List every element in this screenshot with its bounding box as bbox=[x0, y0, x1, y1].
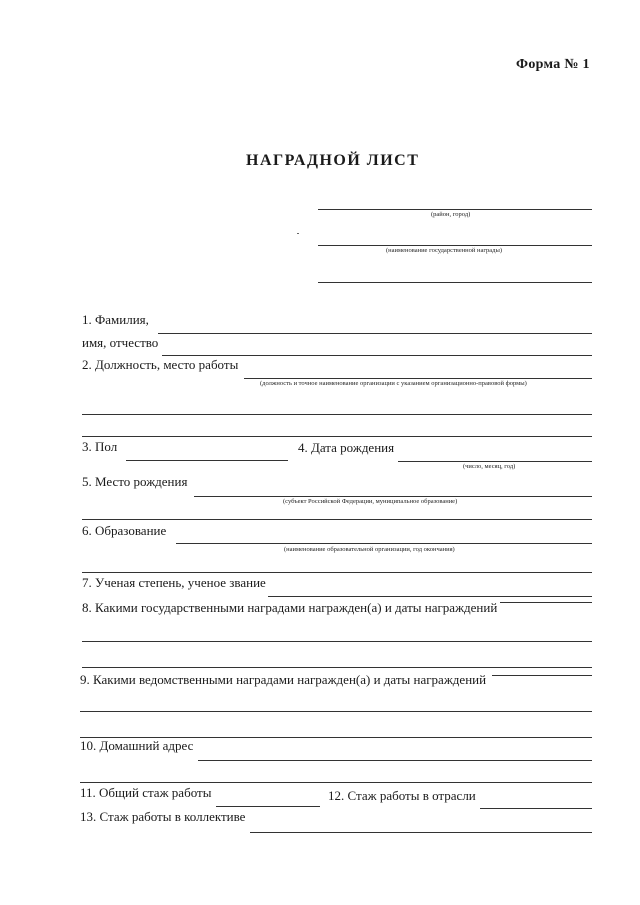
state-awards-line[interactable] bbox=[500, 602, 592, 603]
state-awards-line-2[interactable] bbox=[82, 641, 592, 642]
field-9-label: 9. Какими ведомственными наградами награжден(а) и даты награждений bbox=[80, 672, 487, 687]
total-experience-line[interactable] bbox=[216, 806, 320, 807]
field-7-label: 7. Ученая степень, ученое звание bbox=[82, 575, 266, 590]
birth-place-line[interactable] bbox=[194, 496, 592, 497]
document-title: НАГРАДНОЙ ЛИСТ bbox=[246, 152, 420, 169]
scan-speck bbox=[297, 233, 299, 234]
field-6-label: 6. Образование bbox=[82, 523, 167, 538]
position-caption: (должность и точное наименование организации с указанием организационно-правовой формы) bbox=[260, 380, 527, 387]
field-8-label: 8. Какими государственными наградами награжден(а) и даты награждений bbox=[82, 600, 498, 615]
team-experience-line[interactable] bbox=[250, 832, 592, 833]
birth-date-caption: (число, месяц, год) bbox=[463, 463, 516, 470]
field-11-label: 11. Общий стаж работы bbox=[80, 785, 212, 800]
education-line[interactable] bbox=[176, 543, 592, 544]
birth-place-line-2[interactable] bbox=[82, 519, 592, 520]
field-1-label: 1. Фамилия, bbox=[82, 312, 149, 327]
birth-date-line[interactable] bbox=[398, 461, 592, 462]
field-10-label: 10. Домашний адрес bbox=[80, 738, 194, 753]
state-awards-line-3[interactable] bbox=[82, 667, 592, 668]
field-3-label: 3. Пол bbox=[82, 439, 118, 454]
form-number: Форма № 1 bbox=[516, 57, 590, 72]
name-patronymic-line[interactable] bbox=[162, 355, 592, 356]
dept-awards-line[interactable] bbox=[492, 675, 592, 676]
award-name-line-2[interactable] bbox=[318, 282, 592, 283]
award-name-line[interactable] bbox=[318, 245, 592, 246]
district-caption: (район, город) bbox=[431, 211, 471, 218]
education-caption: (наименование образовательной организации, год окончания) bbox=[284, 546, 455, 553]
field-13-label: 13. Стаж работы в коллективе bbox=[80, 809, 246, 824]
field-5-label: 5. Место рождения bbox=[82, 474, 188, 489]
degree-line[interactable] bbox=[268, 596, 592, 597]
home-address-line[interactable] bbox=[198, 760, 592, 761]
education-line-2[interactable] bbox=[82, 572, 592, 573]
field-1-label-2: имя, отчество bbox=[82, 335, 159, 350]
home-address-line-2[interactable] bbox=[80, 782, 592, 783]
position-line-2[interactable] bbox=[82, 414, 592, 415]
surname-line[interactable] bbox=[158, 333, 592, 334]
field-4-label: 4. Дата рождения bbox=[298, 440, 395, 455]
field-2-label: 2. Должность, место работы bbox=[82, 357, 239, 372]
industry-experience-line[interactable] bbox=[480, 808, 592, 809]
field-12-label: 12. Стаж работы в отрасли bbox=[328, 788, 476, 803]
district-line[interactable] bbox=[318, 209, 592, 210]
position-line[interactable] bbox=[244, 378, 592, 379]
position-line-3[interactable] bbox=[82, 436, 592, 437]
dept-awards-line-2[interactable] bbox=[80, 711, 592, 712]
sex-line[interactable] bbox=[126, 460, 288, 461]
birth-place-caption: (субъект Российской Федерации, муниципальное образование) bbox=[283, 498, 458, 505]
award-name-caption: (наименование государственной награды) bbox=[386, 247, 503, 254]
